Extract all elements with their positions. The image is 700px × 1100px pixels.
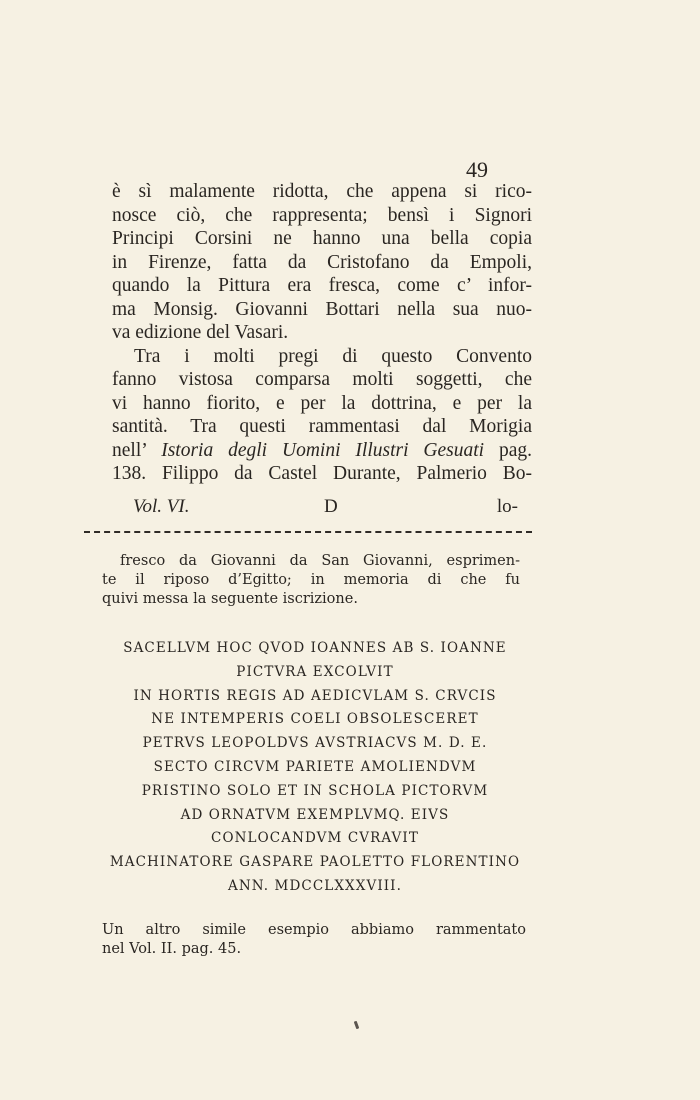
catchword: lo- [496, 496, 518, 517]
footnote-divider [84, 531, 532, 533]
inscription-line: AD ORNATVM EXEMPLVMQ. EIVS [180, 806, 450, 823]
inscription-line: IN HORTIS REGIS AD AEDICVLAM S. CRVCIS [133, 687, 497, 704]
inscription-line: CONLOCANDVM CVRAVIT [211, 830, 419, 847]
inscription [90, 637, 540, 899]
inscription-line: MACHINATORE GASPARE PAOLETTO FLORENTINO [109, 854, 521, 871]
closing-note-line: nel Vol. II. pag. 45. [102, 941, 242, 957]
book-title: Istoria degli Uomini Illustri Gesuati [161, 439, 485, 461]
inscription-line: PRISTINO SOLO ET IN SCHOLA PICTORVM [141, 782, 489, 799]
footnote [102, 552, 520, 609]
text-line: Principi Corsini ne hanno una bella copia [112, 228, 532, 249]
text-line: 138. Filippo da Castel Durante, Palmerio Bo- [112, 463, 532, 484]
text-line: vi hanno fiorito, e per la dottrina, e per la [112, 392, 532, 414]
volume-label: Vol. VI. [133, 496, 190, 517]
text-line: nosce ciò, che rappresenta; bensì i Signori [112, 204, 532, 226]
text-line: in Firenze, fatta da Cristofano da Empoli, [112, 251, 532, 273]
citation-page-label: pag. [498, 439, 533, 461]
closing-note [102, 921, 526, 959]
signature-mark: D [324, 496, 338, 517]
inscription-line: NE INTEMPERIS COELI OBSOLESCERET [151, 711, 479, 728]
inscription-line: PETRVS LEOPOLDVS AVSTRIACVS M. D. E. [142, 735, 488, 752]
inscription-line: SECTO CIRCVM PARIETE AMOLIENDVM [153, 758, 477, 775]
ink-speck [354, 1021, 360, 1030]
text-line: santità. Tra questi rammentasi dal Morigia [112, 416, 532, 437]
inscription-line: SACELLVM HOC QVOD IOANNES AB S. IOANNE [123, 640, 507, 656]
closing-note-line: Un altro simile esempio abbiamo rammentato [102, 922, 526, 938]
footnote-line: fresco da Giovanni da San Giovanni, esprimen- [120, 553, 520, 569]
text-line: va edizione del Vasari. [112, 322, 289, 343]
inscription-line: PICTVRA EXCOLVIT [236, 663, 394, 680]
paragraph-start-line: Tra i molti pregi di questo Convento [134, 345, 532, 367]
main-text-block [112, 180, 532, 486]
page-number: 49 [466, 157, 488, 182]
signature-row [133, 496, 518, 522]
footnote-line: te il riposo d’Egitto; in memoria di che fu [102, 572, 520, 588]
citation-prefix: nell’ [112, 439, 147, 461]
text-line: fanno vistosa comparsa molti soggetti, che [112, 369, 532, 390]
text-line: quando la Pittura era fresca, come c’ infor- [112, 275, 532, 296]
citation-line [112, 439, 532, 463]
text-line: ma Monsig. Giovanni Bottari nella sua nuo- [112, 298, 532, 320]
footnote-line: quivi messa la seguente iscrizione. [102, 591, 358, 607]
text-line: è sì malamente ridotta, che appena si rico- [112, 181, 532, 202]
inscription-line: ANN. MDCCLXXXVIII. [227, 877, 403, 894]
